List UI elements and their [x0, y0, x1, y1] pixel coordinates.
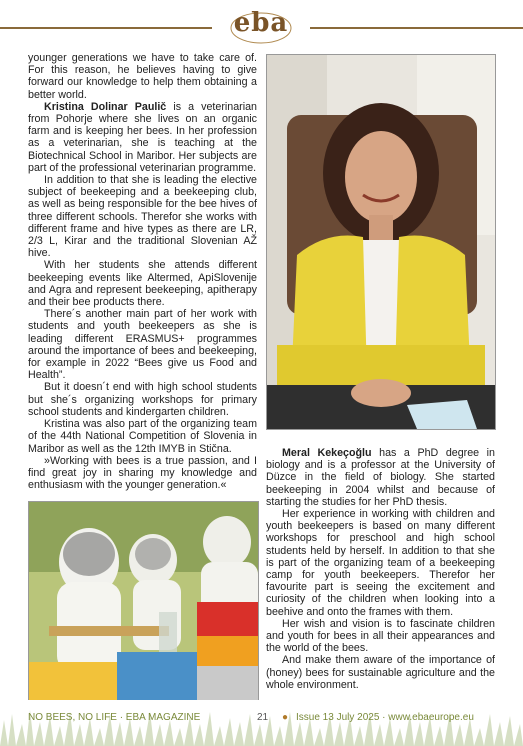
header-rule-right [310, 27, 523, 29]
footer-page-number: 21 [257, 712, 269, 723]
beekeepers-photo [28, 501, 259, 701]
paragraph: younger generations we have to take care of. For this reason, he believes having to give forward our knowledge to help them obtaining a better world. [28, 52, 257, 101]
footer-bee-icon: ● [282, 712, 289, 723]
left-text-column [28, 52, 257, 491]
paragraph: There´s another main part of her work with students and youth beekeepers as she is leading different ERASMUS+ programmes around the importance of bees and beekeeping, for example in 2022 “Bees give us Food and Health”. [28, 308, 257, 382]
header-rule-left [0, 27, 212, 29]
paragraph: Kristina was also part of the organizing team of the 44th National Competition of Slovenia in Maribor as well as the 12th IMYB in Stična. [28, 418, 257, 455]
paragraph: But it doesn´t end with high school students but she´s organizing workshops for primary school students and kindergarten children. [28, 381, 257, 418]
eba-logo [226, 6, 296, 46]
person-name: Meral Kekeçoğlu [282, 447, 372, 459]
footer-issue-info: Issue 13 July 2025 · www.ebaeurope.eu [296, 712, 474, 723]
beekeepers-image [29, 502, 258, 700]
eba-logo-text: eba [233, 8, 289, 38]
paragraph: »Working with bees is a true passion, and I find great joy in sharing my knowledge and enthusiasm with the younger generation.« [28, 454, 257, 492]
paragraph: In addition to that she is leading the elective subject of beekeeping and a beekeeping club, as well as being responsible for the bee hives of three different schools. Therefor she works with different frame and hive types as there are LR, 2/3 L, Kirar and the traditional Slovenian AŽ hive. [28, 174, 257, 260]
portrait-photo [266, 54, 496, 430]
footer-grass [0, 700, 523, 746]
portrait-image [267, 55, 495, 429]
paragraph: With her students she attends different beekeeping events like Altermed, ApiSlovenije and Agra and represent beekeeping, apitherapy and their bee products there. [28, 259, 257, 309]
paragraph [28, 101, 257, 174]
paragraph: And make them aware of the importance of (honey) bees for sustainable agriculture and the whole environment. [266, 654, 495, 691]
right-text-column [266, 447, 495, 691]
footer-magazine-title: NO BEES, NO LIFE · EBA MAGAZINE [28, 712, 201, 723]
person-name: Kristina Dolinar Paulič [44, 100, 167, 113]
paragraph-text: has a PhD degree in biology and is a professor at the University of Düzce in the field of biology. She started beekeeping in 2004 whilst and because of starting the studies for her PhD thesis. [266, 447, 495, 508]
paragraph-text: is a veterinarian from Pohorje where she lives on an organic farm and is keeping her bees. In her profession as a veterinarian, she is teaching at the Biotechnical School in Maribor. Her subjects are part of the professional veterinarian programme. [28, 100, 257, 174]
paragraph [266, 447, 495, 508]
paragraph: Her experience in working with children and youth beekeepers is based on many different workshops for preschool and high school students held by herself. In addition to that she is part of the organizing team of a beekeeping camp for youth beekeepers. Therefor her favourite part is seeing the excitement and curiosity of the children when looking into a beehive and onto the frames with them. [266, 508, 495, 618]
paragraph: Her wish and vision is to fascinate children and youth for bees in all their appearances and the world of the bees. [266, 617, 495, 655]
grass-decoration [0, 700, 523, 746]
